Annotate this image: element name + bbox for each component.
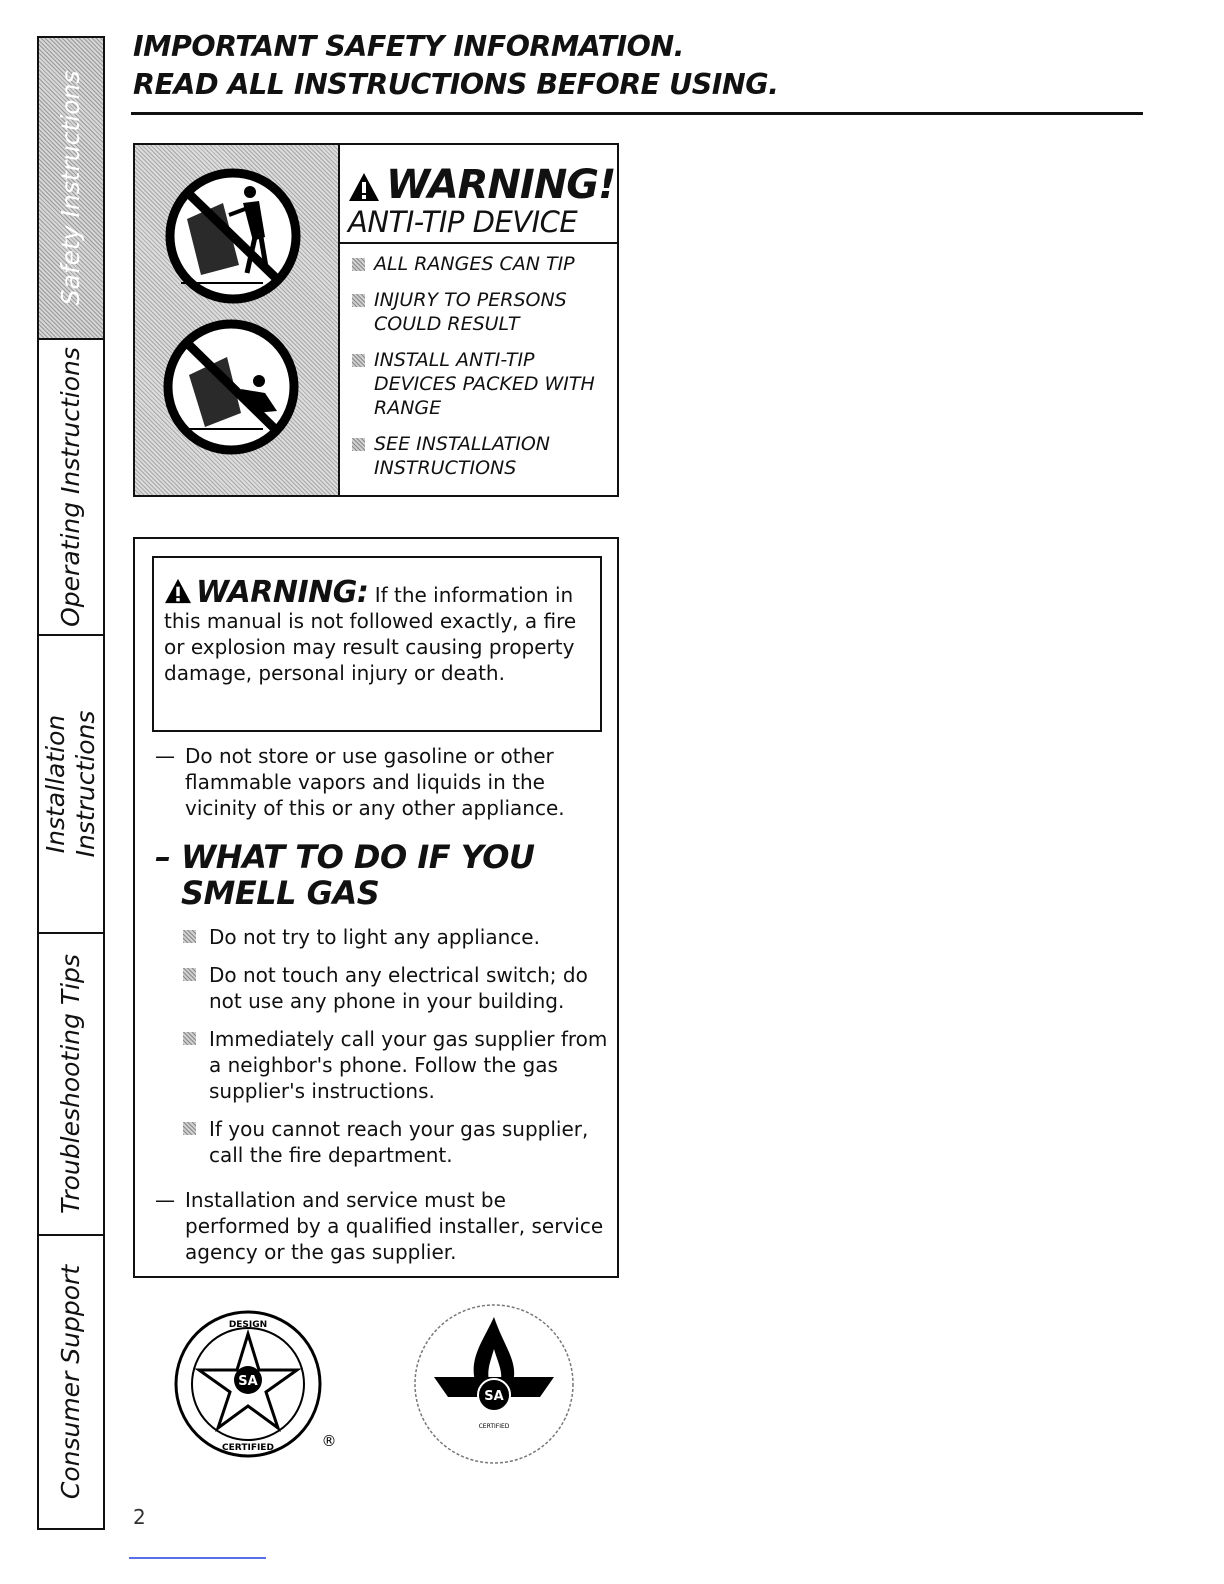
tab-installation-instructions[interactable] — [39, 636, 103, 934]
warning-triangle-icon — [348, 172, 380, 202]
tab-troubleshooting-tips[interactable] — [39, 934, 103, 1236]
bullet-square-icon — [352, 438, 365, 451]
flame-logo-center-text: SA — [484, 1389, 504, 1404]
smell-gas-heading: – WHAT TO DO IF YOU SMELL GAS — [155, 838, 535, 912]
page-heading — [133, 28, 1143, 104]
tab-label: Safety Instructions — [56, 70, 85, 306]
dash-marker: – — [155, 838, 171, 876]
list-item: ALL RANGES CAN TIP — [350, 252, 611, 276]
list-item: INSTALL ANTI-TIP DEVICES PACKED WITH RANGE — [350, 348, 611, 420]
anti-tip-divider — [340, 242, 617, 244]
tab-label: Troubleshooting Tips — [56, 954, 85, 1214]
anti-tip-list — [350, 252, 611, 492]
anti-tip-text — [340, 145, 617, 495]
anti-tip-subtitle: ANTI-TIP DEVICE — [348, 205, 578, 239]
list-item: Do not try to light any appliance. — [181, 924, 613, 950]
flame-certified-logo — [412, 1303, 576, 1465]
warning-triangle-icon — [164, 578, 192, 604]
page-number: 2 — [133, 1505, 146, 1529]
explosion-warning-text — [164, 575, 590, 686]
list-item: Do not touch any electrical switch; do not use any phone in your building. — [181, 962, 613, 1014]
anti-tip-warning-label: WARNING! — [386, 162, 616, 208]
list-item: If you cannot reach your gas supplier, call the fire department. — [181, 1116, 613, 1168]
design-logo-top-text: DESIGN — [228, 1320, 268, 1330]
design-logo-bottom-text: CERTIFIED — [222, 1443, 274, 1453]
explosion-warning-box — [152, 556, 602, 732]
design-certified-logo — [172, 1310, 342, 1460]
bullet-square-icon — [352, 258, 365, 271]
gas-warning-box — [133, 537, 619, 1278]
warning-body: If the information in this manual is not followed exactly, a fire or explosion may result causing property damage, personal injury or death. — [164, 583, 577, 685]
tab-label: Operating Instructions — [56, 347, 85, 627]
list-item: SEE INSTALLATION INSTRUCTIONS — [350, 432, 611, 480]
tab-safety-instructions[interactable] — [39, 38, 103, 340]
warning-label: WARNING: — [196, 575, 369, 610]
side-tab-strip — [37, 36, 105, 1530]
tab-label: Consumer Support — [56, 1264, 85, 1500]
bottom-link-rule — [129, 1557, 266, 1559]
heading-line-2: READ ALL INSTRUCTIONS BEFORE USING. — [133, 68, 779, 101]
anti-tip-illustration — [135, 145, 340, 495]
bullet-square-icon — [183, 1122, 196, 1135]
heading-rule — [131, 112, 1143, 115]
gasoline-warning: — Do not store or use gasoline or other flammable vapors and liquids in the vicinity of this or any other appliance. — [155, 744, 565, 820]
anti-tip-warning-box — [133, 143, 619, 497]
installation-service-note: — Installation and service must be performed by a qualified installer, service agency or the gas supplier. — [155, 1188, 604, 1264]
tab-consumer-support[interactable] — [39, 1236, 103, 1528]
bullet-square-icon — [183, 930, 196, 943]
smell-gas-list — [181, 924, 613, 1180]
flame-logo-bottom-text: CERTIFIED — [478, 1423, 510, 1430]
registered-mark: ® — [321, 1432, 337, 1450]
heading-line-1: IMPORTANT SAFETY INFORMATION. — [133, 30, 685, 63]
anti-tip-warning-title — [348, 163, 615, 207]
dash-marker: — — [155, 744, 175, 768]
bullet-square-icon — [352, 354, 365, 367]
no-tip-illustration-icon — [135, 145, 338, 495]
tab-operating-instructions[interactable] — [39, 340, 103, 636]
dash-marker: — — [155, 1188, 175, 1212]
list-item: INJURY TO PERSONS COULD RESULT — [350, 288, 611, 336]
bullet-square-icon — [352, 294, 365, 307]
list-item: Immediately call your gas supplier from a neighbor's phone. Follow the gas supplier's instructions. — [181, 1026, 613, 1104]
bullet-square-icon — [183, 1032, 196, 1045]
bullet-square-icon — [183, 968, 196, 981]
design-logo-center-text: SA — [238, 1374, 258, 1389]
tab-label: Installation Instructions — [41, 710, 100, 858]
